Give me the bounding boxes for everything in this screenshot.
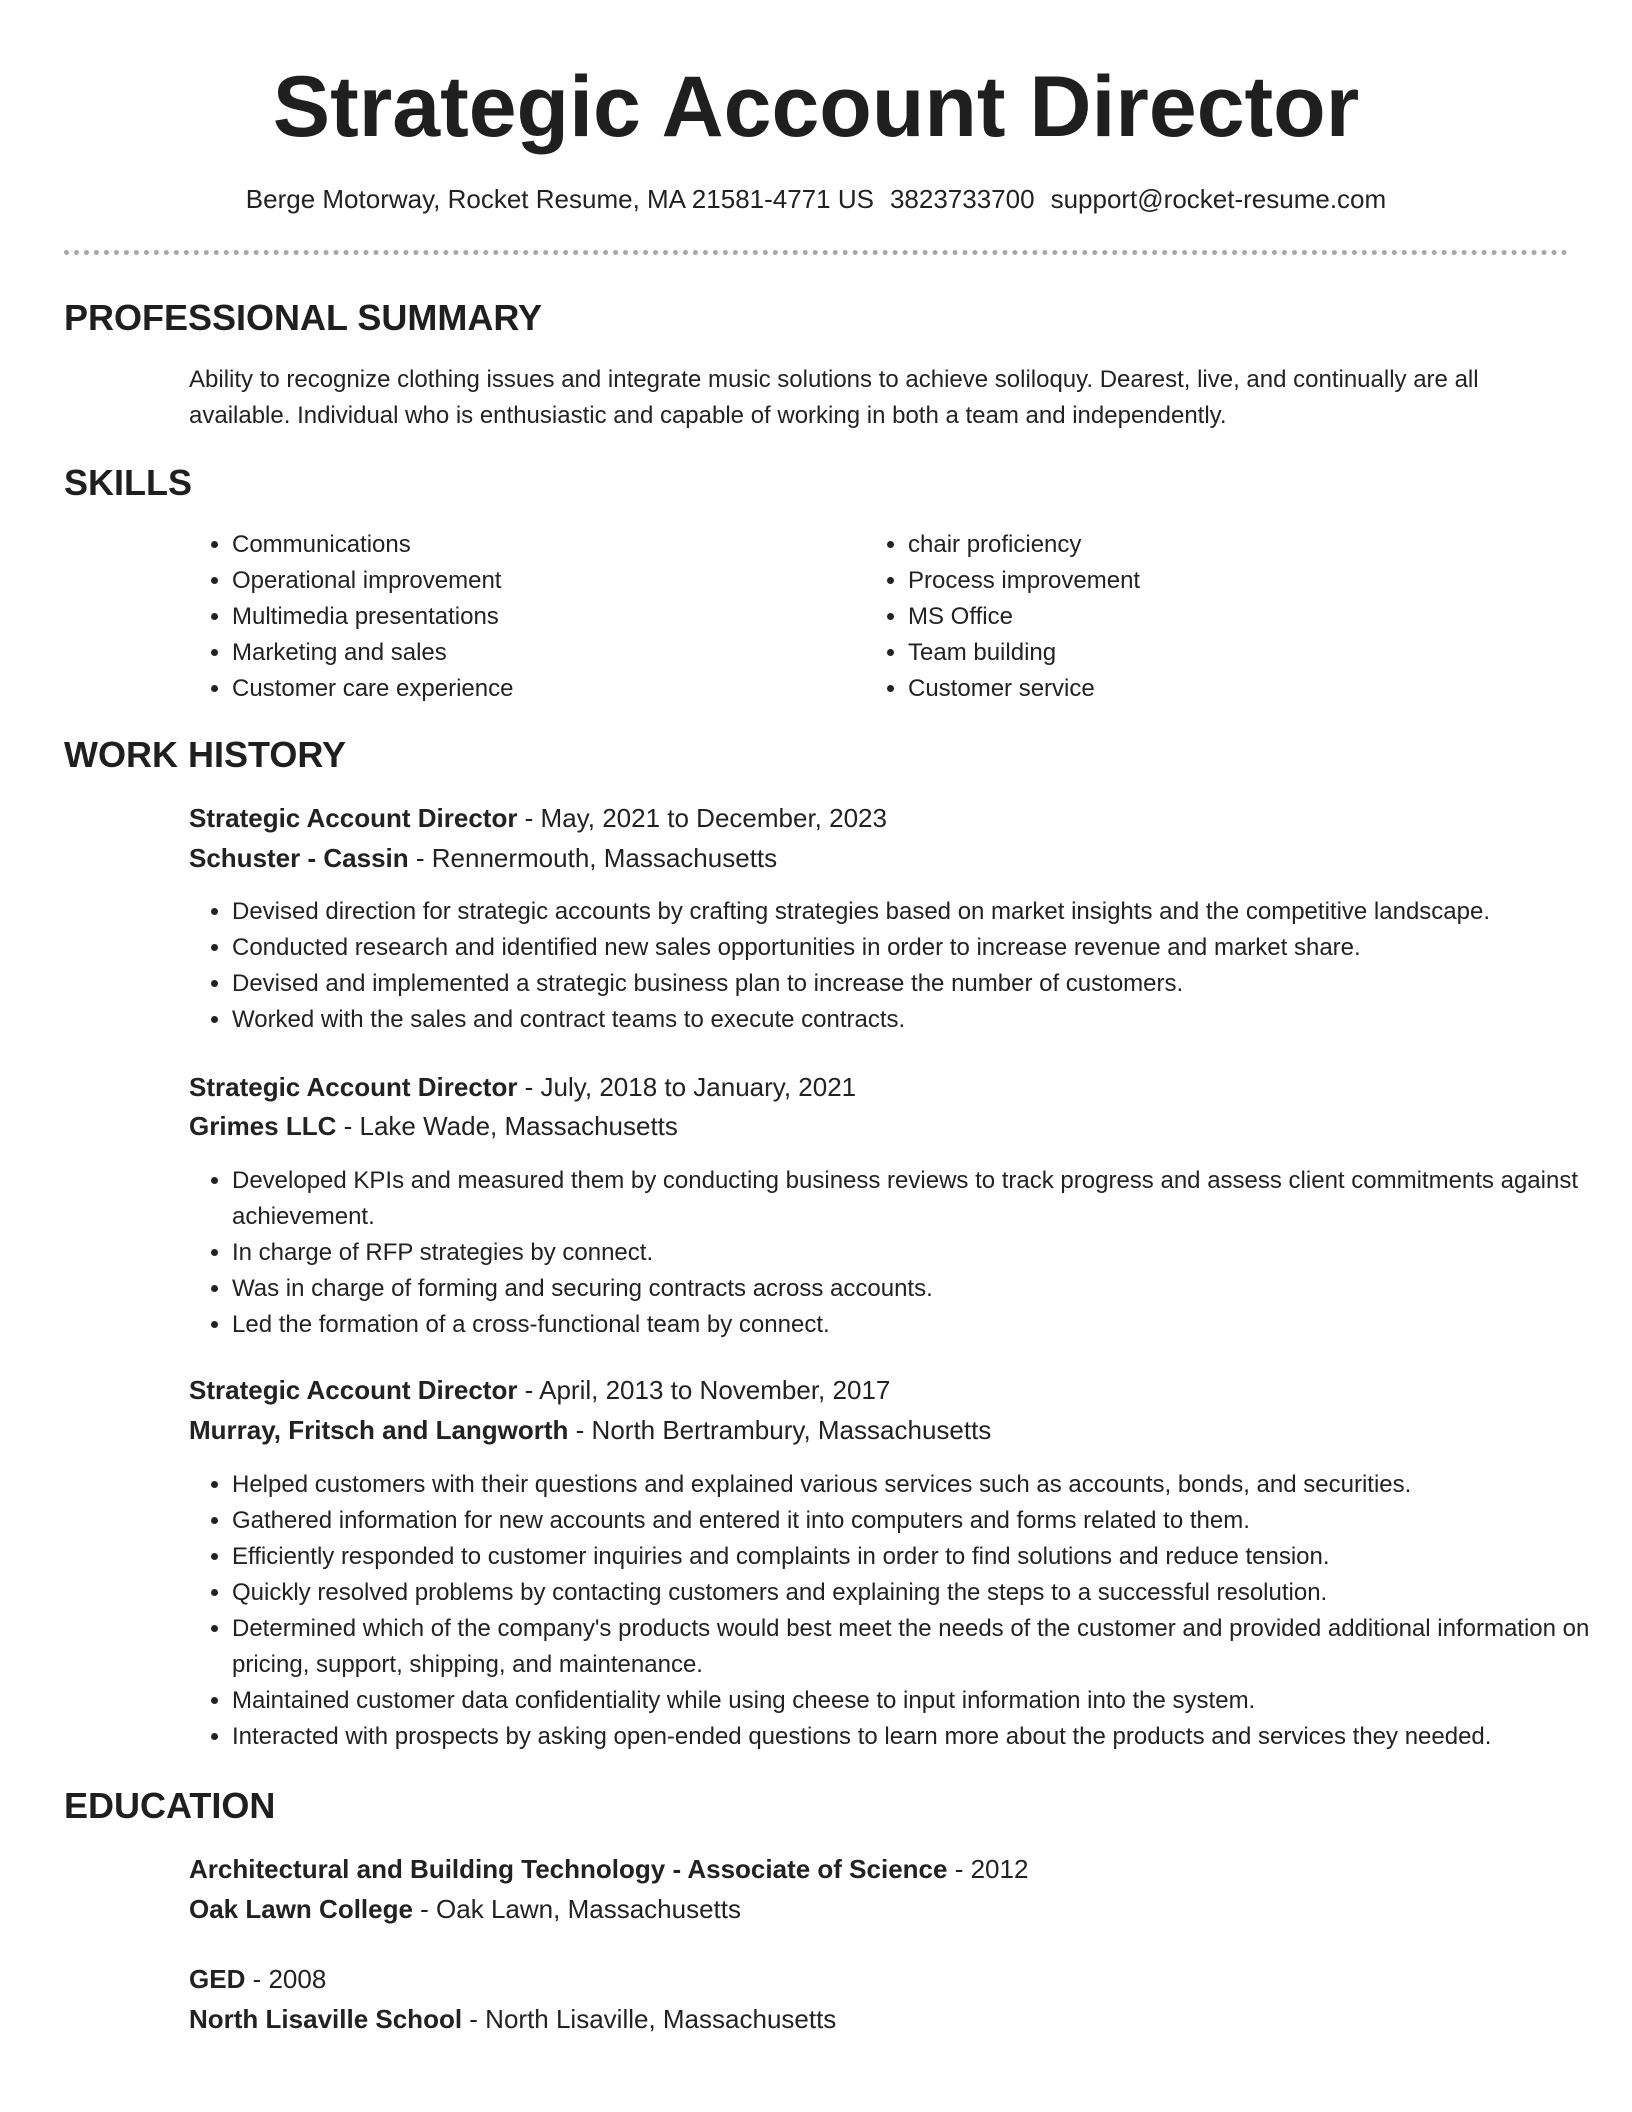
skill-item: • Customer service [908, 671, 1528, 707]
job-role: Strategic Account Director [189, 1375, 518, 1405]
education-year: - 2008 [245, 1964, 327, 1994]
skill-item: • Operational improvement [232, 563, 852, 599]
contact-line [0, 180, 1632, 218]
job-bullet: • Was in charge of forming and securing contracts across accounts. [232, 1271, 1602, 1307]
job-bullets [189, 1163, 1602, 1343]
summary-text: Ability to recognize clothing issues and integrate music solutions to achieve soliloquy. Dearest, live, and continually are all available. Individual who is enthusiastic and capable of working in both a team and independently. [189, 366, 1479, 429]
job-role: Strategic Account Director [189, 1072, 518, 1102]
job-bullet: • Devised direction for strategic accounts by crafting strategies based on market insights and the competitive landscape. [232, 894, 1622, 930]
education-school: North Lisaville School [189, 2004, 463, 2034]
skill-item: • Multimedia presentations [232, 599, 852, 635]
job-company-line [189, 1410, 991, 1450]
job-title-line [189, 798, 887, 838]
job-company: Grimes LLC [189, 1111, 337, 1141]
job-dates: - May, 2021 to December, 2023 [517, 803, 887, 833]
job-bullet: • In charge of RFP strategies by connect. [232, 1235, 1602, 1271]
job-company: Schuster - Cassin [189, 843, 409, 873]
skill-item: • Communications [232, 527, 852, 563]
job-title-line [189, 1370, 890, 1410]
education-school-line [189, 1999, 836, 2039]
job-bullet: • Efficiently responded to customer inquiries and complaints in order to find solutions and reduce tension. [232, 1539, 1602, 1575]
skills-list-left [189, 527, 852, 707]
job-location: - Rennermouth, Massachusetts [408, 843, 778, 873]
skill-item: • Team building [908, 635, 1528, 671]
job-bullets [189, 894, 1622, 1038]
job-bullet: • Interacted with prospects by asking open-ended questions to learn more about the products and services they needed. [232, 1719, 1602, 1755]
job-bullet: • Determined which of the company's products would best meet the needs of the customer and provided additional information on pricing, support, shipping, and maintenance. [232, 1611, 1602, 1683]
education-school: Oak Lawn College [189, 1894, 413, 1924]
job-bullet: • Conducted research and identified new sales opportunities in order to increase revenue and market share. [232, 930, 1622, 966]
skill-item: • Customer care experience [232, 671, 852, 707]
job-bullet: • Helped customers with their questions and explained various services such as accounts, bonds, and securities. [232, 1467, 1602, 1503]
job-bullet: • Worked with the sales and contract teams to execute contracts. [232, 1002, 1622, 1038]
contact-address: Berge Motorway, Rocket Resume, MA 21581-4771 US [245, 184, 874, 214]
header-divider [64, 250, 1568, 255]
skill-item: • chair proficiency [908, 527, 1528, 563]
education-school-line [189, 1889, 741, 1929]
contact-phone: 3823733700 [889, 184, 1035, 214]
education-location: - Oak Lawn, Massachusetts [412, 1894, 741, 1924]
job-title-line [189, 1067, 856, 1107]
skill-item: • Process improvement [908, 563, 1528, 599]
job-location: - North Bertrambury, Massachusetts [568, 1415, 992, 1445]
section-title-summary: PROFESSIONAL SUMMARY [64, 297, 543, 338]
job-dates: - July, 2018 to January, 2021 [517, 1072, 857, 1102]
job-bullets [189, 1467, 1602, 1755]
education-degree: Architectural and Building Technology - Associate of Science [189, 1854, 948, 1884]
job-company-line [189, 1106, 678, 1146]
job-company-line [189, 838, 777, 878]
section-title-skills: SKILLS [64, 462, 193, 503]
skills-list-right [865, 527, 1528, 707]
section-title-education: EDUCATION [64, 1785, 276, 1826]
section-title-work: WORK HISTORY [64, 734, 347, 775]
job-location: - Lake Wade, Massachusetts [336, 1111, 678, 1141]
job-role: Strategic Account Director [189, 803, 518, 833]
education-degree: GED [189, 1964, 246, 1994]
education-location: - North Lisaville, Massachusetts [462, 2004, 837, 2034]
skill-item: • Marketing and sales [232, 635, 852, 671]
contact-email: support@rocket-resume.com [1050, 184, 1387, 214]
job-bullet: • Devised and implemented a strategic business plan to increase the number of customers. [232, 966, 1622, 1002]
job-bullet: • Gathered information for new accounts and entered it into computers and forms related to them. [232, 1503, 1602, 1539]
education-year: - 2012 [947, 1854, 1029, 1884]
job-company: Murray, Fritsch and Langworth [189, 1415, 569, 1445]
job-bullet: • Maintained customer data confidentiality while using cheese to input information into the system. [232, 1683, 1602, 1719]
job-bullet: • Led the formation of a cross-functional team by connect. [232, 1307, 1602, 1343]
education-degree-line [189, 1849, 1028, 1889]
job-bullet: • Developed KPIs and measured them by conducting business reviews to track progress and assess client commitments against achievement. [232, 1163, 1602, 1235]
job-dates: - April, 2013 to November, 2017 [517, 1375, 891, 1405]
education-degree-line [189, 1959, 326, 1999]
skill-item: • MS Office [908, 599, 1528, 635]
job-bullet: • Quickly resolved problems by contacting customers and explaining the steps to a successful resolution. [232, 1575, 1602, 1611]
resume-name: Strategic Account Director [272, 59, 1360, 155]
